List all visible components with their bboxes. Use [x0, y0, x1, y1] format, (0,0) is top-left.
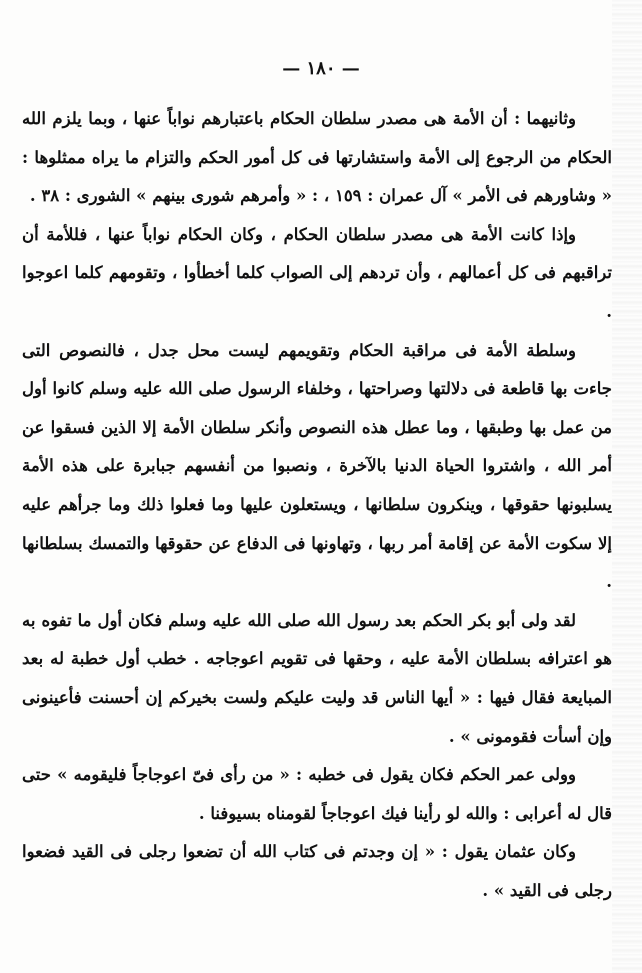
paragraph-oversight: وإذا كانت الأمة هى مصدر سلطان الحكام ، وكان الحكام نواباً عنها ، فللأمة أن تراقبهم فى كل أعمالهم ، وأن تردهم إلى الصواب كلما أخطأوا ، وتقومهم كلما اعوجوا .	[22, 224, 612, 321]
paragraph-umar: وولى عمر الحكم فكان يقول فى خطبه : « من رأى فىّ اعوجاجاً فليقومه » حتى قال له أعرابى : والله لو رأينا فيك اعوجاجاً لقومناه بسيوفنا .	[22, 765, 612, 823]
paragraph-uthman: وكان عثمان يقول : « إن وجدتم فى كتاب الله أن تضعوا رجلى فى القيد فضعوا رجلى فى القيد » .	[22, 842, 612, 900]
page-number: — ١٨٠ —	[282, 58, 360, 79]
scan-edge-noise	[612, 0, 642, 973]
paragraph-abu-bakr: لقد ولى أبو بكر الحكم بعد رسول الله صلى الله عليه وسلم فكان أول ما تفوه به هو اعترافه بسلطان الأمة عليه ، وحقها فى تقويم اعوجاجه . خطب أول خطبة له بعد المبايعة فقال فيها : « أيها الناس قد وليت عليكم ولست بخيركم إن أحسنت فأعينونى وإن أسأت فقومونى » .	[22, 610, 612, 746]
body-text	[22, 100, 612, 910]
paragraph-authority: وسلطة الأمة فى مراقبة الحكام وتقويمهم ليست محل جدل ، فالنصوص التى جاءت بها قاطعة فى دلالتها وصراحتها ، وخلفاء الرسول صلى الله عليه وسلم كانوا أول من عمل بها وطبقها ، وما عطل هذه النصوص وأنكر سلطان الأمة إلا الذين فسقوا عن أمر الله ، واشتروا الحياة الدنيا بالآخرة ، ونصبوا من أنفسهم جبابرة على هذه الأمة يسلبونها حقوقها ، وينكرون سلطانها ، ويستعلون عليها وما فعلوا ذلك وما جرأهم عليه إلا سكوت الأمة عن إقامة أمر ربها ، وتهاونها فى الدفاع عن حقوقها والتمسك بسلطانها .	[22, 340, 612, 592]
paragraph-consultation: وثانيهما : أن الأمة هى مصدر سلطان الحكام باعتبارهم نواباً عنها ، وبما يلزم الله الحكام من الرجوع إلى الأمة واستشارتها فى كل أمور الحكم والتزام ما يراه ممثلوها : « وشاورهم فى الأمر » آل عمران : ١٥٩ ، : « وأمرهم شورى بينهم » الشورى : ٣٨ .	[22, 109, 612, 206]
